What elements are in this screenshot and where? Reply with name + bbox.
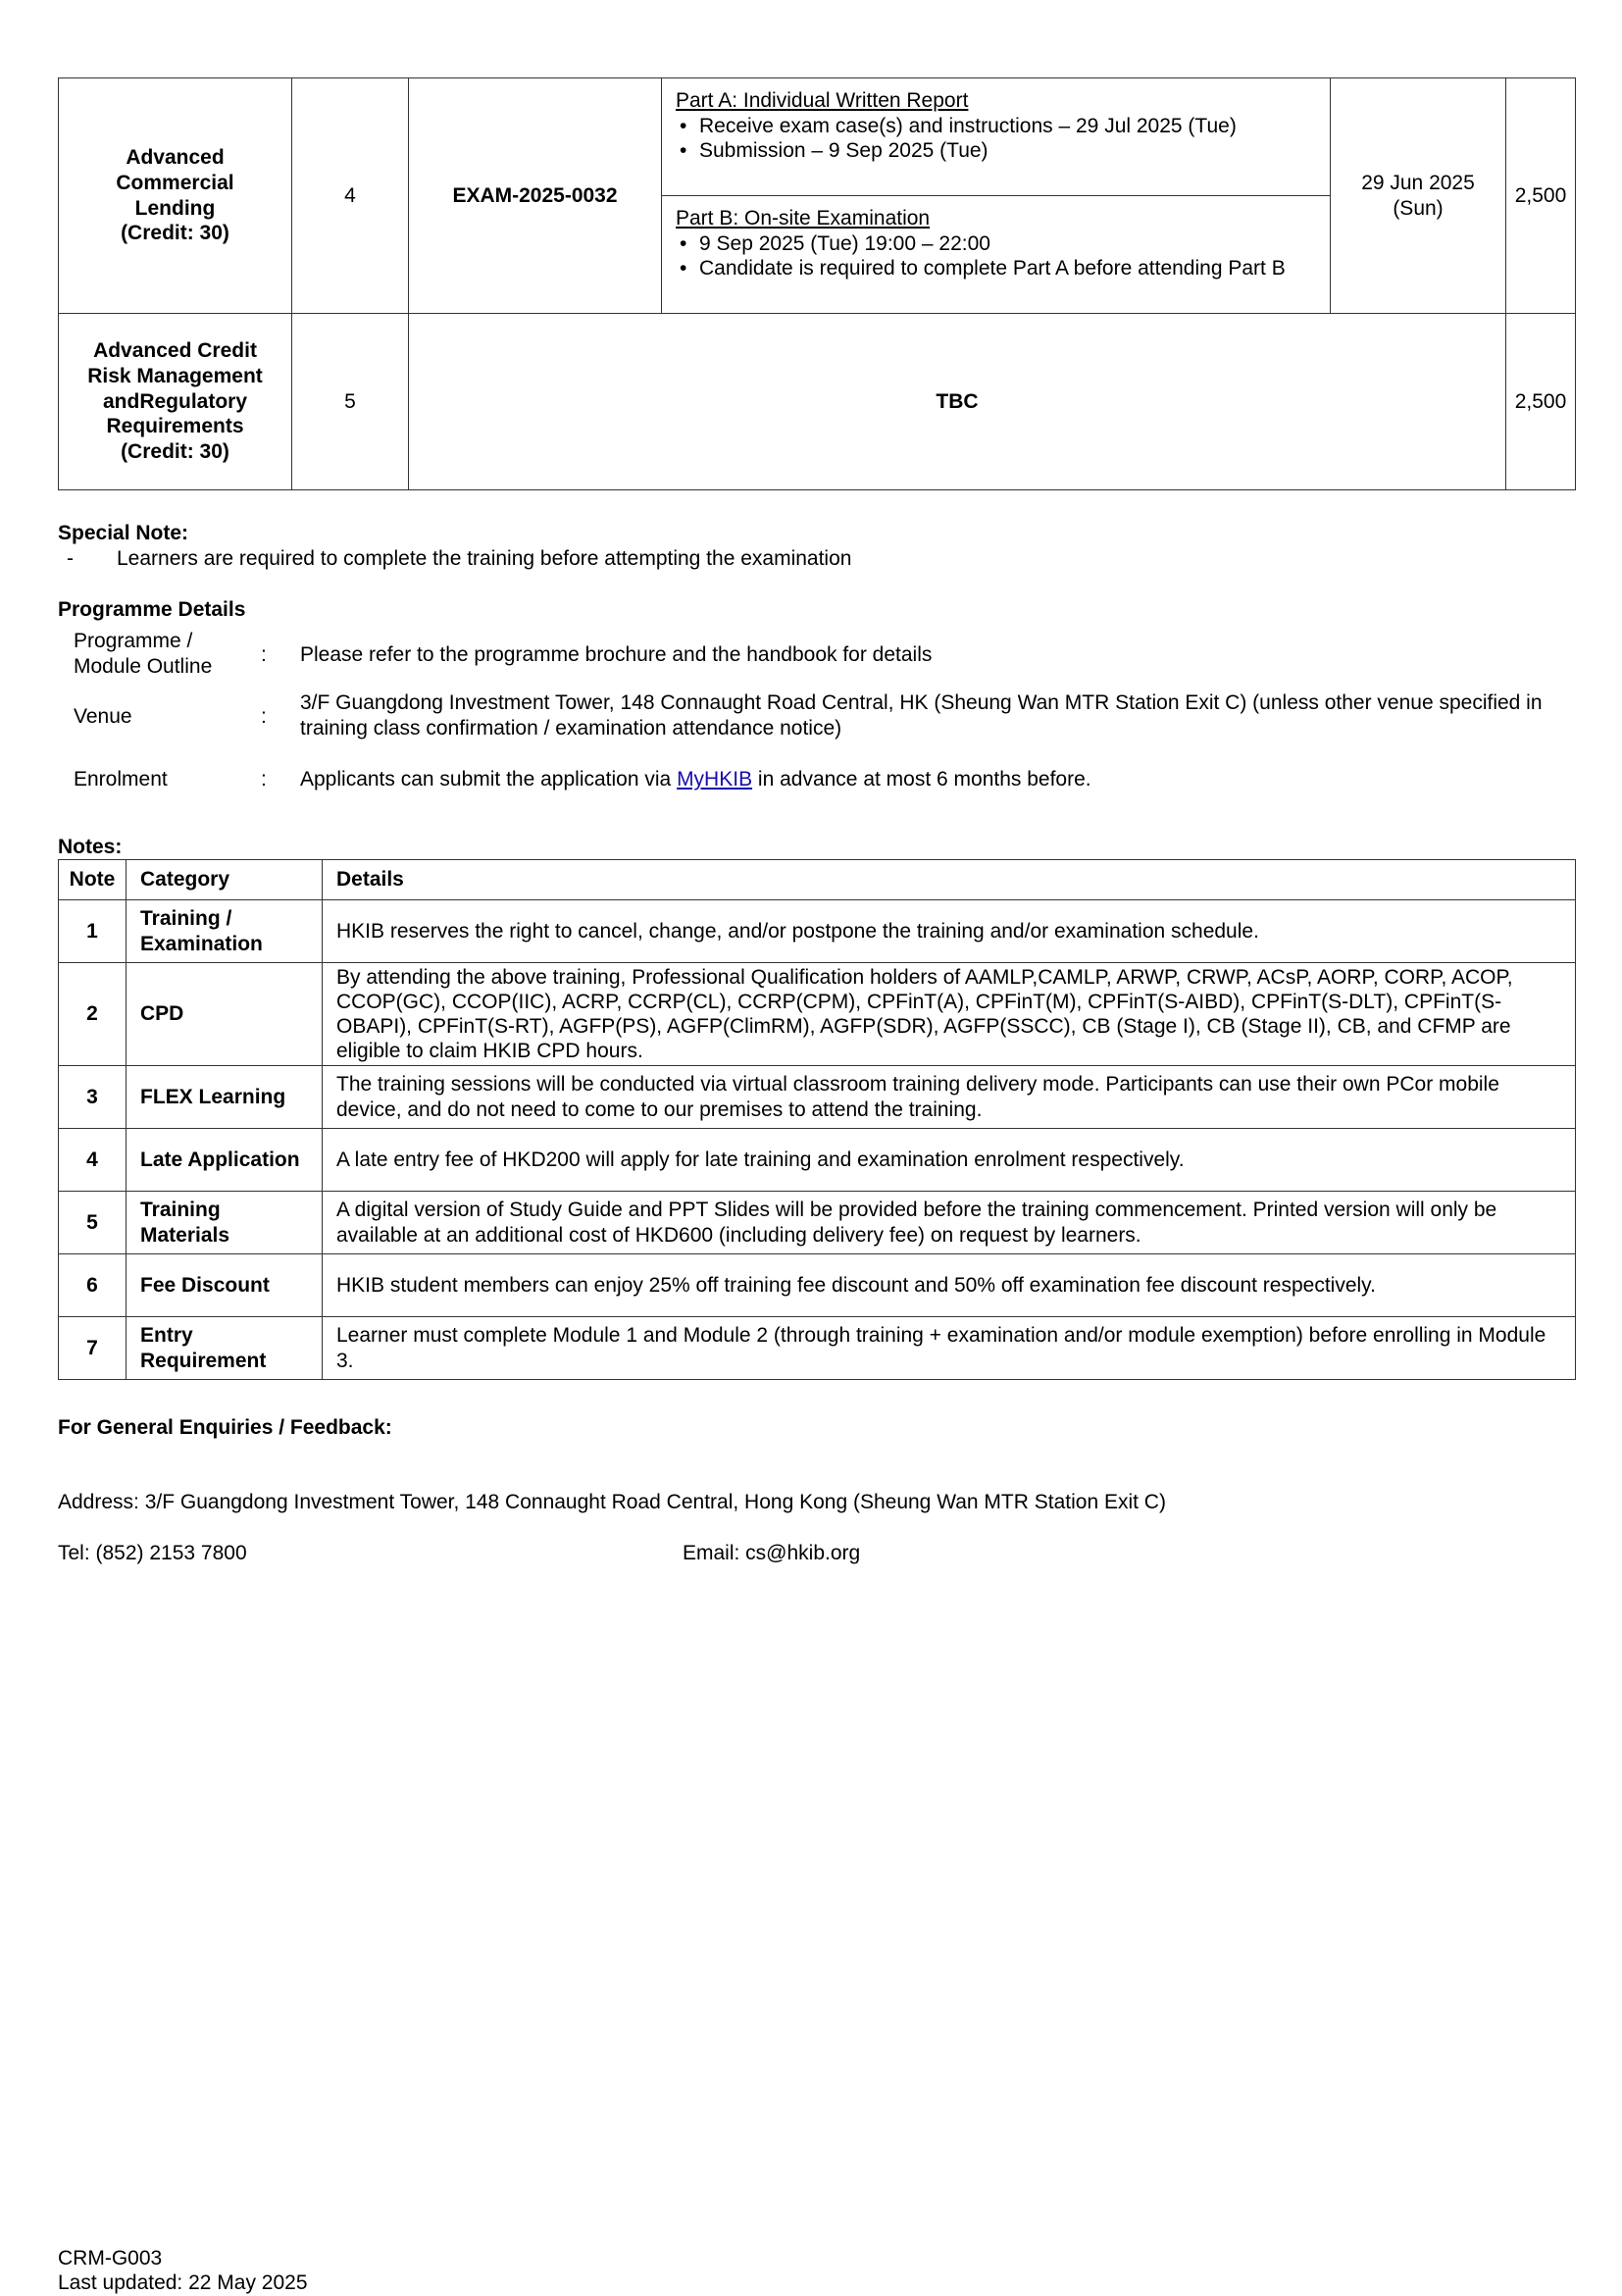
notes-table (58, 859, 1576, 1380)
module-name-cell: Advanced Commercial Lending (Credit: 30) (59, 78, 292, 314)
table-row: 6 Fee Discount HKIB student members can enjoy 25% off training fee discount and 50% off examination fee discount respectively. (59, 1254, 1576, 1317)
enquiries-heading: For General Enquiries / Feedback: (58, 1416, 392, 1439)
part-b-item: • Candidate is required to complete Part A before attending Part B (699, 256, 1316, 281)
enquiries-email: Email: cs@hkib.org (683, 1542, 861, 1564)
part-a-title: Part A: Individual Written Report (676, 89, 969, 112)
module-number-cell: 5 (292, 314, 409, 490)
schedule-table (58, 77, 1576, 490)
table-row: 5 Training Materials A digital version of Study Guide and PPT Slides will be provided before the training commencement. Printed version will only be available at an additional cost of HKD600 (including delivery fee) on request by learners. (59, 1192, 1576, 1254)
detail-label-venue: Venue (74, 705, 132, 728)
tbc-cell: TBC (409, 314, 1506, 490)
fee-cell: 2,500 (1506, 78, 1576, 314)
detail-colon: : (261, 768, 267, 791)
detail-label-outline: Programme / Module Outline (74, 630, 213, 678)
notes-header-row (59, 860, 1576, 900)
table-row: 1 Training / Examination HKIB reserves the right to cancel, change, and/or postpone the training and/or examination schedule. (59, 900, 1576, 963)
part-b-cell (662, 196, 1331, 314)
programme-details-heading: Programme Details (58, 598, 246, 621)
fee-cell: 2,500 (1506, 314, 1576, 490)
special-note-dash: - (67, 547, 74, 570)
enquiries-address: Address: 3/F Guangdong Investment Tower, 148 Connaught Road Central, Hong Kong (Sheung Wan MTR Station Exit C) (58, 1491, 1166, 1513)
part-a-item: • Receive exam case(s) and instructions – 29 Jul 2025 (Tue) (699, 114, 1316, 139)
table-row: 4 Late Application A late entry fee of HKD200 will apply for late training and examination enrolment respectively. (59, 1129, 1576, 1192)
table-row: 2 CPD By attending the above training, Professional Qualification holders of AAMLP,CAMLP, ARWP, CRWP, ACsP, AORP, CORP, ACOP, CCOP(GC), CCOP(IIC), ACRP, CCRP(CL), CCRP(CPM), CPFinT(A), CPFinT(M), CPFinT(S-AIBD), CPFinT(S-DLT), CPFinT(S-OBAPI), CPFinT(S-RT), AGFP(PS), AGFP(ClimRM), AGFP(SDR), AGFP(SSCC), CB (Stage I), CB (Stage II), CB, and CFMP are eligible to claim HKIB CPD hours. (59, 963, 1576, 1066)
detail-colon: : (261, 705, 267, 728)
part-b-title: Part B: On-site Examination (676, 207, 931, 230)
part-a-item: • Submission – 9 Sep 2025 (Tue) (699, 138, 1316, 164)
enquiries-tel: Tel: (852) 2153 7800 (58, 1542, 247, 1564)
myhkib-link[interactable]: MyHKIB (677, 768, 753, 791)
table-row: 3 FLEX Learning The training sessions will be conducted via virtual classroom training delivery mode. Participants can use their own PCor mobile device, and do not need to come to our premises to attend the training. (59, 1066, 1576, 1129)
detail-value-enrolment: Applicants can submit the application via MyHKIB in advance at most 6 months before. (300, 768, 1091, 791)
part-a-cell (662, 78, 1331, 196)
exam-code-cell: EXAM-2025-0032 (409, 78, 662, 314)
detail-value-venue: 3/F Guangdong Investment Tower, 148 Connaught Road Central, HK (Sheung Wan MTR Station Exit C) (unless other venue specified in training class confirmation / examination attendance notice) (300, 691, 1543, 740)
detail-colon: : (261, 643, 267, 666)
module-number-cell: 4 (292, 78, 409, 314)
header-note: Note (59, 860, 127, 900)
special-note-text: Learners are required to complete the training before attempting the examination (117, 547, 852, 570)
part-b-item: • 9 Sep 2025 (Tue) 19:00 – 22:00 (699, 231, 1316, 257)
notes-heading: Notes: (58, 836, 123, 858)
header-category: Category (127, 860, 323, 900)
footer-code: CRM-G003 (58, 2247, 163, 2270)
special-note-heading: Special Note: (58, 522, 189, 544)
footer-updated: Last updated: 22 May 2025 (58, 2271, 308, 2294)
module-name-cell: Advanced Credit Risk Management andRegulatory Requirements (Credit: 30) (59, 314, 292, 490)
table-row: 7 Entry Requirement Learner must complete Module 1 and Module 2 (through training + examination and/or module exemption) before enrolling in Module 3. (59, 1317, 1576, 1380)
detail-label-enrolment: Enrolment (74, 768, 168, 791)
header-details: Details (323, 860, 1576, 900)
detail-value-outline: Please refer to the programme brochure and the handbook for details (300, 643, 933, 666)
deadline-cell: 29 Jun 2025 (Sun) (1331, 78, 1506, 314)
